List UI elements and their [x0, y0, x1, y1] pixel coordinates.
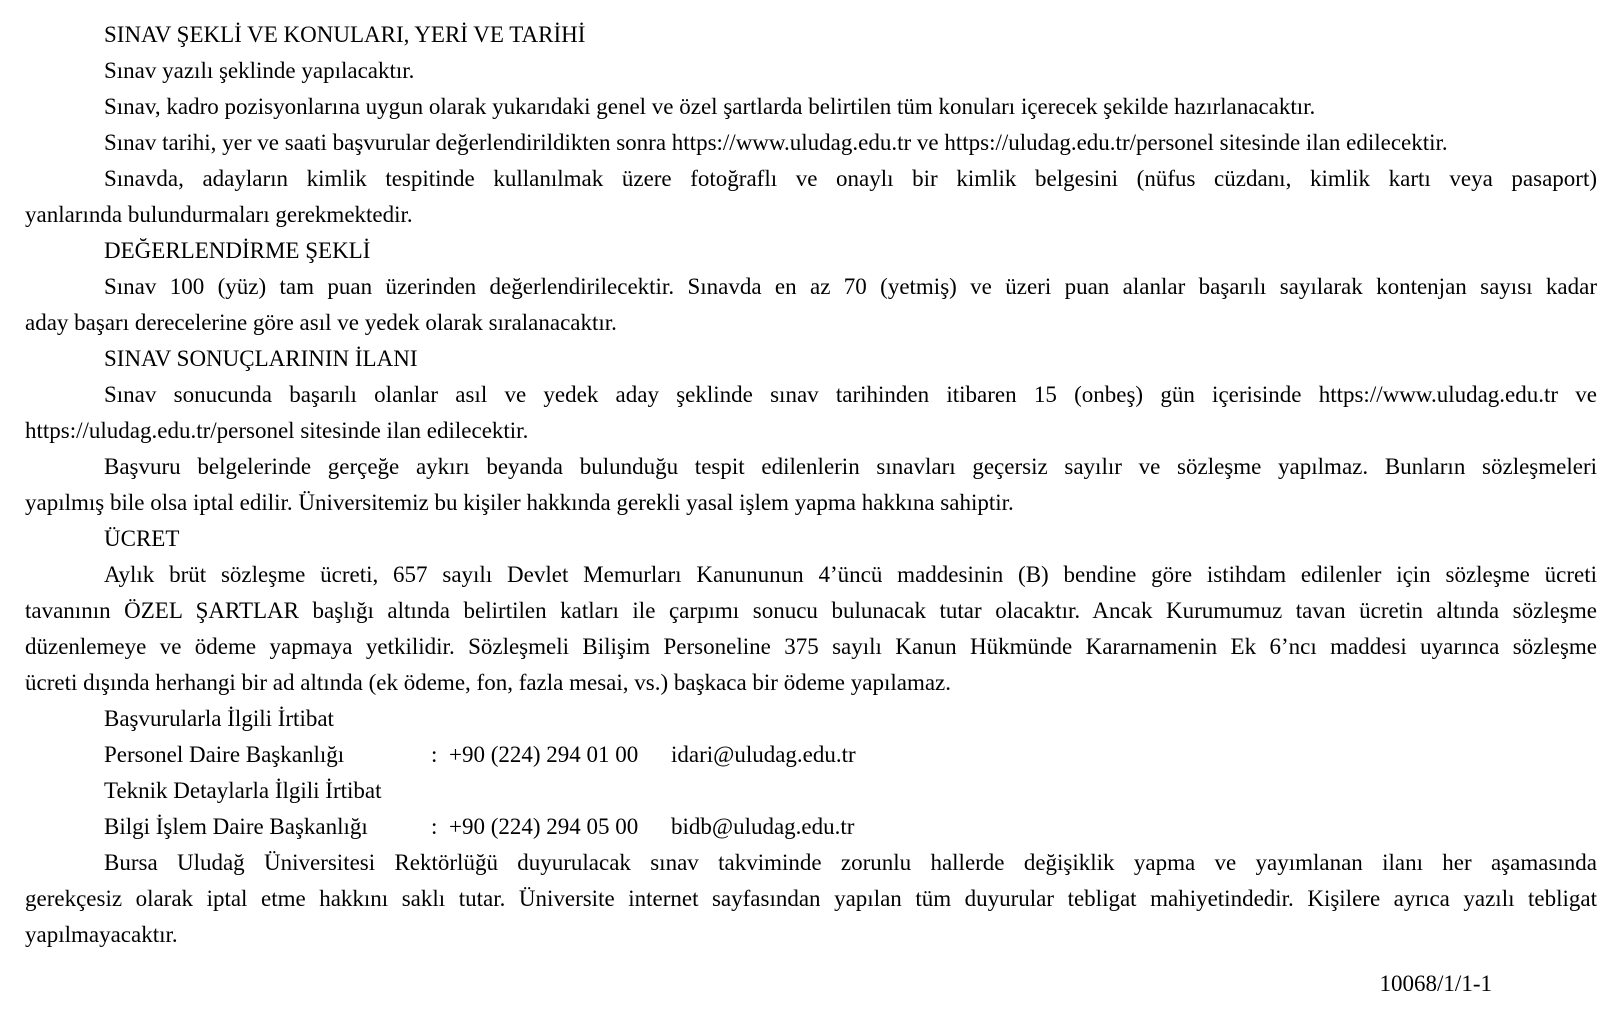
results-heading: SINAV SONUÇLARININ İLANI [104, 346, 418, 371]
results-paragraph-2-line-1: Başvuru belgelerinde gerçeğe aykırı beyanda bulunduğu tespit edilenlerin sınavları geçersiz sayılır ve sözleşme yapılmaz. Bunların sözleşmeleri [104, 454, 1597, 479]
results-paragraph-2-line-2: yapılmış bile olsa iptal edilir. Üniversitemiz bu kişiler hakkında gerekli yasal işlem yapma hakkına sahiptir. [25, 490, 1014, 515]
results-paragraph-1-line-1: Sınav sonucunda başarılı olanlar asıl ve yedek aday şeklinde sınav tarihinden itibaren 15 (onbeş) gün içerisinde https://www.uludag.edu.tr ve [104, 382, 1597, 407]
exam-heading: SINAV ŞEKLİ VE KONULARI, YERİ VE TARİHİ [104, 22, 586, 47]
application-contact-unit: Personel Daire Başkanlığı [104, 742, 345, 767]
evaluation-paragraph-line-2: aday başarı derecelerine göre asıl ve yedek olarak sıralanacaktır. [25, 310, 617, 335]
technical-contact-email: bidb@uludag.edu.tr [671, 814, 855, 839]
application-contact-separator: : [431, 742, 438, 767]
fee-paragraph-line-2: tavanının ÖZEL ŞARTLAR başlığı altında belirtilen katları ile çarpımı sonucu bulunacak tutar olacaktır. Ancak Kurumumuz tavan ücretin altında sözleşme [25, 598, 1597, 623]
exam-paragraph-4-line-1: Sınavda, adayların kimlik tespitinde kullanılmak üzere fotoğraflı ve onaylı bir kimlik belgesini (nüfus cüzdanı, kimlik kartı veya pasaport) [104, 166, 1597, 191]
exam-paragraph-1: Sınav yazılı şeklinde yapılacaktır. [104, 58, 415, 83]
evaluation-paragraph-line-1: Sınav 100 (yüz) tam puan üzerinden değerlendirilecektir. Sınavda en az 70 (yetmiş) ve üzeri puan alanlar başarılı sayılarak kontenjan sayısı kadar [104, 274, 1597, 299]
closing-paragraph-line-2: gerekçesiz olarak iptal etme hakkını saklı tutar. Üniversite internet sayfasından yapılan tüm duyurular tebligat mahiyetindedir. Kişilere ayrıca yazılı tebligat [25, 886, 1597, 911]
technical-contact-heading: Teknik Detaylarla İlgili İrtibat [104, 778, 382, 803]
closing-paragraph-line-3: yapılmayacaktır. [25, 922, 178, 947]
application-contact-heading: Başvurularla İlgili İrtibat [104, 706, 334, 731]
announcement-page [25, 17, 1597, 953]
exam-paragraph-4-line-2: yanlarında bulundurmaları gerekmektedir. [25, 202, 413, 227]
document-code: 10068/1/1-1 [1379, 971, 1492, 996]
technical-contact-unit: Bilgi İşlem Daire Başkanlığı [104, 814, 368, 839]
results-paragraph-1-line-2: https://uludag.edu.tr/personel sitesinde ilan edilecektir. [25, 418, 529, 443]
technical-contact-separator: : [431, 814, 438, 839]
technical-contact-phone: +90 (224) 294 05 00 [449, 814, 639, 839]
fee-heading: ÜCRET [104, 526, 180, 551]
exam-paragraph-3: Sınav tarihi, yer ve saati başvurular değerlendirildikten sonra https://www.uludag.edu.tr ve https://uludag.edu.tr/personel sitesinde ilan edilecektir. [104, 130, 1448, 155]
application-contact-row [25, 737, 1597, 773]
fee-paragraph-line-3: düzenlemeye ve ödeme yapmaya yetkilidir. Sözleşmeli Bilişim Personeline 375 sayılı Kanun Hükmünde Kararnamenin Ek 6’ncı maddesi uyarınca sözleşme [25, 634, 1597, 659]
closing-paragraph-line-1: Bursa Uludağ Üniversitesi Rektörlüğü duyurulacak sınav takviminde zorunlu hallerde değişiklik yapma ve yayımlanan ilanı her aşamasında [104, 850, 1597, 875]
evaluation-heading: DEĞERLENDİRME ŞEKLİ [104, 238, 371, 263]
fee-paragraph-line-1: Aylık brüt sözleşme ücreti, 657 sayılı Devlet Memurları Kanununun 4’üncü maddesinin (B) bendine göre istihdam edilenler için sözleşme ücreti [104, 562, 1597, 587]
application-contact-email: idari@uludag.edu.tr [671, 742, 856, 767]
technical-contact-row [25, 809, 1597, 845]
fee-paragraph-line-4: ücreti dışında herhangi bir ad altında (ek ödeme, fon, fazla mesai, vs.) başkaca bir ödeme yapılamaz. [25, 670, 952, 695]
exam-paragraph-2: Sınav, kadro pozisyonlarına uygun olarak yukarıdaki genel ve özel şartlarda belirtilen tüm konuları içerecek şekilde hazırlanacaktır. [104, 94, 1316, 119]
application-contact-phone: +90 (224) 294 01 00 [449, 742, 639, 767]
